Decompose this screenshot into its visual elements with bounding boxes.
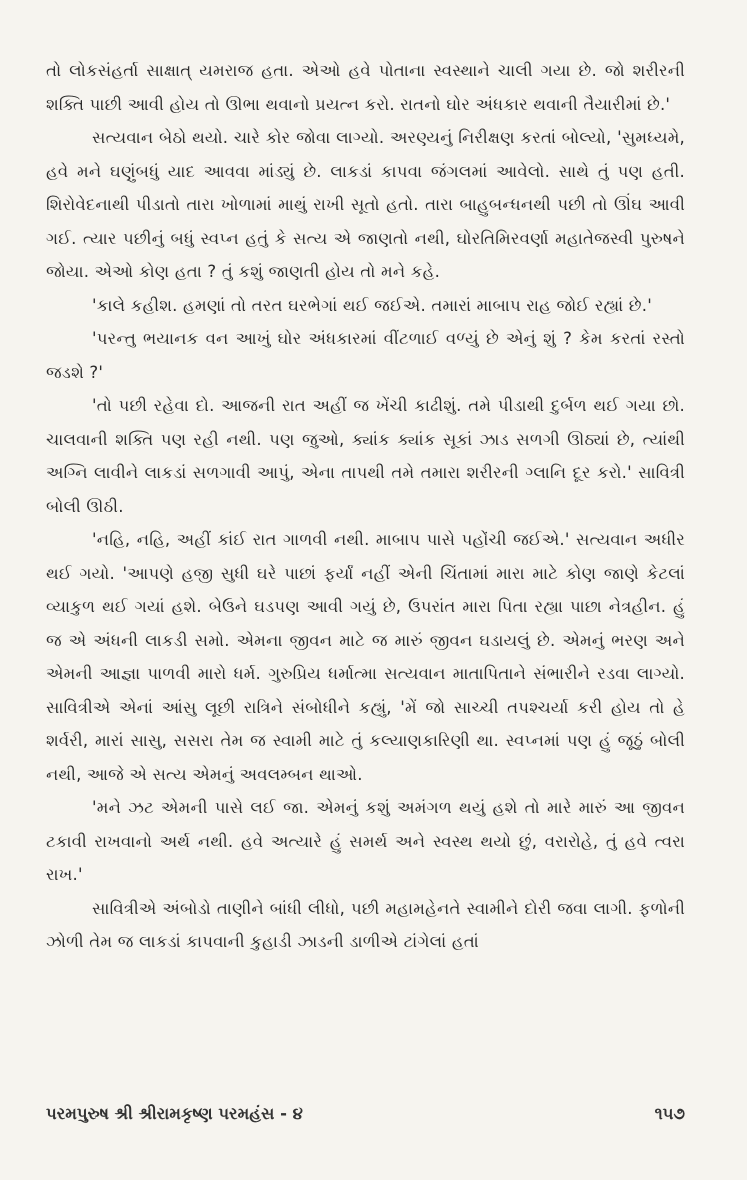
paragraph-8: સાવિત્રીએ અંબોડો તાણીને બાંધી લીધો, પછી મહામહેનતે સ્વામીને દોરી જવા લાગી. ફળોની ઝોળી તેમ જ લાકડાં કાપવાની કુહાડી ઝાડની ડાળીએ ટાંગેલાં હતાં [46, 898, 685, 951]
paragraph-3: 'કાલે કહીશ. હમણાં તો તરત ઘરભેગાં થઈ જઈએ. તમારાં માબાપ રાહ જોઈ રહ્યાં છે.' [92, 295, 652, 315]
paragraph-5: 'તો પછી રહેવા દો. આજની રાત અહીં જ ખેંચી કાઢીશું. તમે પીડાથી દુર્બળ થઈ ગયા છો. ચાલવાની શક્તિ પણ રહી નથી. પણ જુઓ, ક્યાંક ક્યાંક સૂકાં ઝાડ સળગી ઊઠ્યાં છે, ત્યાંથી અગ્નિ લાવીને લાકડાં સળગાવી આપું, એના તાપથી તમે તમારા શરીરની ગ્લાનિ દૂર કરો.' સાવિત્રી બોલી ઊઠી. [46, 396, 685, 516]
page-number: ૧૫૭ [654, 1104, 685, 1123]
paragraph-1: તો લોકસંહર્તા સાક્ષાત્ યમરાજ હતા. એઓ હવે પોતાના સ્વસ્થાને ચાલી ગયા છે. જો શરીરની શક્તિ પાછી આવી હોય તો ઊભા થવાનો પ્રયત્ન કરો. રાતનો ઘોર અંધકાર થવાની તૈયારીમાં છે.' [46, 61, 685, 114]
running-title: પરમપુરુષ શ્રી શ્રીરામકૃષ્ણ પરમહંસ - ૪ [46, 1104, 303, 1123]
page-footer [46, 1104, 685, 1124]
paragraph-7: 'મને ઝટ એમની પાસે લઈ જા. એમનું કશું અમંગળ થયું હશે તો મારે મારું આ જીવન ટકાવી રાખવાનો અર્થ નથી. હવે અત્યારે હું સમર્થ અને સ્વસ્થ થયો છું, વરારોહે, તું હવે ત્વરા રાખ.' [46, 798, 685, 884]
paragraph-2: સત્યવાન બેઠો થયો. ચારે કોર જોવા લાગ્યો. અરણ્યનું નિરીક્ષણ કરતાં બોલ્યો, 'સુમધ્યમે, હવે મને ઘણુંબધું યાદ આવવા માંડ્યું છે. લાકડાં કાપવા જંગલમાં આવેલો. સાથે તું પણ હતી. શિરોવેદનાથી પીડાતો તારા ખોળામાં માથું રાખી સૂતો હતો. તારા બાહુબન્ધનથી પછી તો ઊંઘ આવી ગઈ. ત્યાર પછીનું બધું સ્વપ્ન હતું કે સત્ય એ જાણતો નથી, ઘોરતિમિરવર્ણા મહાતેજસ્વી પુરુષને જોયા. એઓ કોણ હતા ? તું કશું જાણતી હોય તો મને કહે. [46, 128, 685, 281]
paragraph-4: 'પરન્તુ ભયાનક વન આખું ઘોર અંધકારમાં વીંટળાઈ વળ્યું છે એનું શું ? કેમ કરતાં રસ્તો જડશે ?' [46, 329, 685, 382]
paragraph-6: 'નહિ, નહિ, અહીં કાંઈ રાત ગાળવી નથી. માબાપ પાસે પહોંચી જઈએ.' સત્યવાન અધીર થઈ ગયો. 'આપણે હજી સુધી ઘરે પાછાં ફર્યાં નહીં એની ચિંતામાં મારા માટે કોણ જાણે કેટલાં વ્યાકુળ થઈ ગયાં હશે. બેઉને ઘડપણ આવી ગયું છે, ઉપરાંત મારા પિતા રહ્યા પાછા નેત્રહીન. હું જ એ અંધની લાકડી સમો. એમના જીવન માટે જ મારું જીવન ઘડાયલું છે. એમનું ભરણ અને એમની આજ્ઞા પાળવી મારો ધર્મ. ગુરુપ્રિય ધર્માત્મા સત્યવાન માતાપિતાને સંભારીને રડવા લાગ્યો. સાવિત્રીએ એનાં આંસુ લૂછી રાત્રિને સંબોધીને કહ્યું, 'મેં જો સાચ્ચી તપશ્ચર્યા કરી હોય તો હે શર્વરી, મારાં સાસુ, સસરા તેમ જ સ્વામી માટે તું કલ્યાણકારિણી થા. સ્વપ્નમાં પણ હું જૂઠું બોલી નથી, આજે એ સત્ય એમનું અવલમ્બન થાઓ. [46, 530, 685, 784]
body-text [46, 54, 685, 959]
